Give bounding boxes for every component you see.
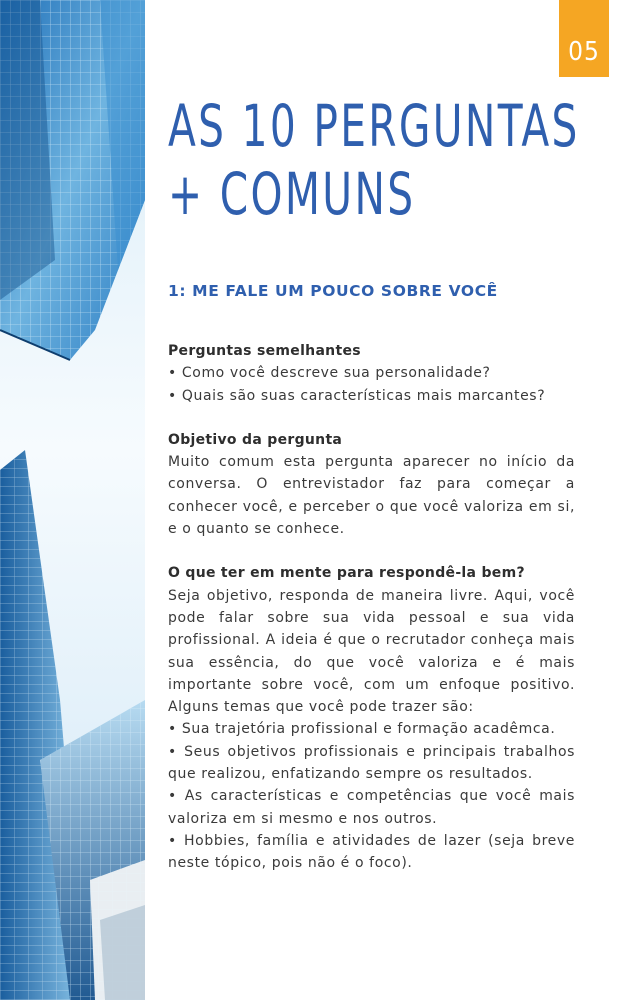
question-content [168,340,575,897]
bullet-item: • As características e competências que você mais valoriza em si mesmo e nos outros. [168,788,575,827]
skyscraper-photo [0,0,145,1000]
page-title [168,92,580,228]
section-paragraph: Muito comum esta pergunta aparecer no início da conversa. O entrevistador faz para começar a conhecer você, e perceber o que você valoriza em si, e o quanto se conhece. [168,454,575,538]
page-number-badge [559,0,609,77]
bullet-item: • Seus objetivos profissionais e principais trabalhos que realizou, enfatizando sempre os resultados. [168,743,575,783]
section-heading: Objetivo da pergunta [168,431,343,448]
section-heading: O que ter em mente para respondê-la bem? [168,565,525,582]
bullet-item: • Quais são suas características mais marcantes? [168,387,546,404]
bullet-item: • Sua trajetória profissional e formação acadêmca. [168,721,556,738]
answer-tips-section [168,562,575,874]
section-heading: Perguntas semelhantes [168,343,361,359]
title-line-2: + COMUNS [168,160,416,228]
bullet-item: • Como você descreve sua personalidade? [168,365,491,382]
objective-section [168,429,575,540]
page-number: 05 [568,37,600,67]
similar-questions-section [168,340,575,407]
section-paragraph: Seja objetivo, responda de maneira livre. Aqui, você pode falar sobre sua vida pessoal e sua vida profissional. A ideia é que o recrutador conheça mais sua essência, do que você valoriza e é mais importante sobre você, com um enfoque positivo. Alguns temas que você pode trazer são: [168,587,575,716]
bullet-item: • Hobbies, família e atividades de lazer (seja breve neste tópico, pois não é o foco). [168,832,575,872]
question-heading: 1: ME FALE UM POUCO SOBRE VOCÊ [168,282,498,300]
title-line-1: AS 10 PERGUNTAS [168,92,580,160]
